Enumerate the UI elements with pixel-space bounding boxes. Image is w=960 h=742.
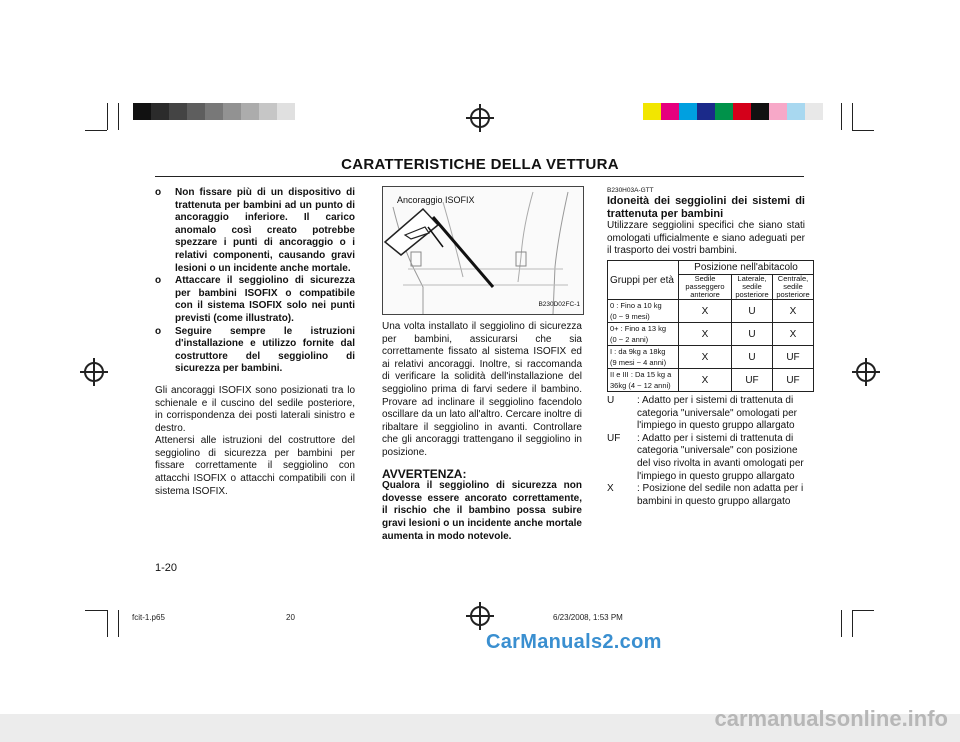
crop-mark <box>852 610 874 611</box>
color-swatch <box>277 103 295 120</box>
watermark-logo: CarManuals2.com <box>486 631 662 653</box>
color-swatch <box>805 103 823 120</box>
color-swatch <box>643 103 661 120</box>
section-code: B230H03A-GTT <box>607 187 654 194</box>
bullet-item: o Attaccare il seggiolino di sicurezza per bambini ISOFIX o compatibile con il sistema ISOFIX solo nei punti previsti (come illustrato). <box>155 275 355 324</box>
table-cell: U <box>732 300 773 323</box>
color-swatch <box>151 103 169 120</box>
gray-calibration-bar <box>133 103 295 120</box>
color-swatch <box>715 103 733 120</box>
column-header: Sedile passeggero anteriore <box>679 275 732 300</box>
table-cell: U <box>732 346 773 369</box>
color-swatch <box>697 103 715 120</box>
column-left <box>155 187 355 498</box>
table-cell: X <box>773 300 814 323</box>
color-swatch <box>769 103 787 120</box>
paragraph: Attenersi alle istruzioni del costruttore del seggiolino di sicurezza per bambini per fissare correttamente il seggiolino con attacchi ISOFIX o attacchi compatibili con il sistema ISOFIX. <box>155 435 355 497</box>
column-header: Laterale, sedile posteriore <box>732 275 773 300</box>
registration-mark-icon <box>856 362 876 382</box>
isofix-illustration <box>382 186 584 315</box>
warning-body: Qualora il seggiolino di sicurezza non dovesse essere ancorato correttamente, il rischio che il bambino possa subire gravi lesioni o un incidente anche mortale aumenta in modo notevole. <box>382 480 582 542</box>
table-cell: X <box>679 323 732 346</box>
color-swatch <box>205 103 223 120</box>
figure-label: Ancoraggio ISOFIX <box>397 195 475 205</box>
table-row: 0 : Fino a 10 kg (0 ~ 9 mesi) X U X <box>608 300 814 323</box>
table-row: 0+ : Fino a 13 kg (0 ~ 2 anni) X U X <box>608 323 814 346</box>
color-swatch <box>223 103 241 120</box>
legend-item: X : Posizione del sedile non adatta per i bambini in questo gruppo allargato <box>607 483 804 507</box>
figure-code: B230D02FC-1 <box>538 301 580 308</box>
table-cell: UF <box>773 369 814 392</box>
crop-mark <box>118 610 119 637</box>
crop-mark <box>841 610 842 637</box>
color-swatch <box>259 103 277 120</box>
legend-item: U : Adatto per i sistemi di trattenuta di categoria "universale" omologati per l'impiego in questo gruppo allargato <box>607 395 797 432</box>
legend <box>607 395 805 508</box>
page-number: 1-20 <box>155 562 178 574</box>
crop-mark <box>85 610 107 611</box>
table-cell: X <box>679 369 732 392</box>
bullet-item: o Seguire sempre le istruzioni d'installazione e utilizzo fornite dal costruttore del seggiolino di sicurezza per bambini. <box>155 325 355 375</box>
crop-mark <box>852 103 853 130</box>
table-cell: X <box>679 346 732 369</box>
crop-mark <box>107 610 108 637</box>
crop-mark <box>107 103 108 130</box>
title-rule <box>155 176 804 177</box>
table-row: II e III : Da 15 kg a 36kg (4 ~ 12 anni) X UF UF <box>608 369 814 392</box>
table-cell: X <box>773 323 814 346</box>
crop-mark <box>85 130 107 131</box>
color-calibration-bar <box>643 103 823 120</box>
color-swatch <box>751 103 769 120</box>
color-swatch <box>661 103 679 120</box>
crop-mark <box>852 130 874 131</box>
table-cell: X <box>679 300 732 323</box>
column-right <box>607 187 805 258</box>
paragraph: Utilizzare seggiolini specifici che siano stati omologati ufficialmente e siano adeguati per il trasporto dei vostri bambini. <box>607 220 805 257</box>
registration-mark-icon <box>84 362 104 382</box>
column-header: Centrale, sedile posteriore <box>773 275 814 300</box>
color-swatch <box>241 103 259 120</box>
footer-file: fcit-1.p65 <box>132 613 165 622</box>
table-cell: UF <box>773 346 814 369</box>
warning-title: AVVERTENZA: <box>382 466 467 481</box>
page-title: CARATTERISTICHE DELLA VETTURA <box>341 156 619 173</box>
table-row: I : da 9kg a 18kg (9 mesi ~ 4 anni) X U UF <box>608 346 814 369</box>
registration-mark-icon <box>470 108 490 128</box>
color-swatch <box>733 103 751 120</box>
registration-mark-icon <box>470 606 490 626</box>
paragraph: Gli ancoraggi ISOFIX sono posizionati tra lo schienale e il cuscino del sedile posteriore, in corrispondenza dei posti laterali sinistro e destro. <box>155 384 355 434</box>
crop-mark <box>852 610 853 637</box>
footer-page: 20 <box>286 613 295 622</box>
color-swatch <box>787 103 805 120</box>
section-heading: Idoneità dei seggiolini dei sistemi di trattenuta per bambini <box>607 195 805 220</box>
group-header: Gruppi per età <box>608 261 679 300</box>
column-middle <box>382 321 582 543</box>
color-swatch <box>169 103 187 120</box>
compatibility-table <box>607 260 814 392</box>
color-swatch <box>133 103 151 120</box>
position-header: Posizione nell'abitacolo <box>679 261 814 275</box>
footer-datetime: 6/23/2008, 1:53 PM <box>553 613 623 622</box>
color-swatch <box>187 103 205 120</box>
legend-item: UF : Adatto per i sistemi di trattenuta di categoria "universale" con posizione del viso rivolta in avanti omologati per l'impiego in questo gruppo allargato <box>607 432 804 482</box>
crop-mark <box>841 103 842 130</box>
color-swatch <box>679 103 697 120</box>
bullet-item: o Non fissare più di un dispositivo di trattenuta per bambini ad un punto di ancoraggio inferiore. Il carico anomalo così creato potrebbe spezzare i punti di ancoraggio o i relativi componenti, causando gravi lesioni o un incidente anche mortale. <box>155 187 355 274</box>
table-cell: UF <box>732 369 773 392</box>
table-cell: U <box>732 323 773 346</box>
site-watermark[interactable]: carmanualsonline.info <box>714 706 948 731</box>
paragraph: Una volta installato il seggiolino di sicurezza per bambini, assicurarsi che sia correttamente fissato al sistema ISOFIX ed ai relativi ancoraggi. Inoltre, si raccomanda di verificare la solidità dell'installazione del seggiolino prima di farvi sedere il bambino. Provare ad inclinare il seggiolino facendolo oscillare da un lato all'altro. Cercare inoltre di ribaltare il seggiolino in avanti. Controllare che gli ancoraggi trattengano il seggiolino in posizione. <box>382 321 582 458</box>
seat-drawing <box>383 187 583 314</box>
crop-mark <box>118 103 119 130</box>
